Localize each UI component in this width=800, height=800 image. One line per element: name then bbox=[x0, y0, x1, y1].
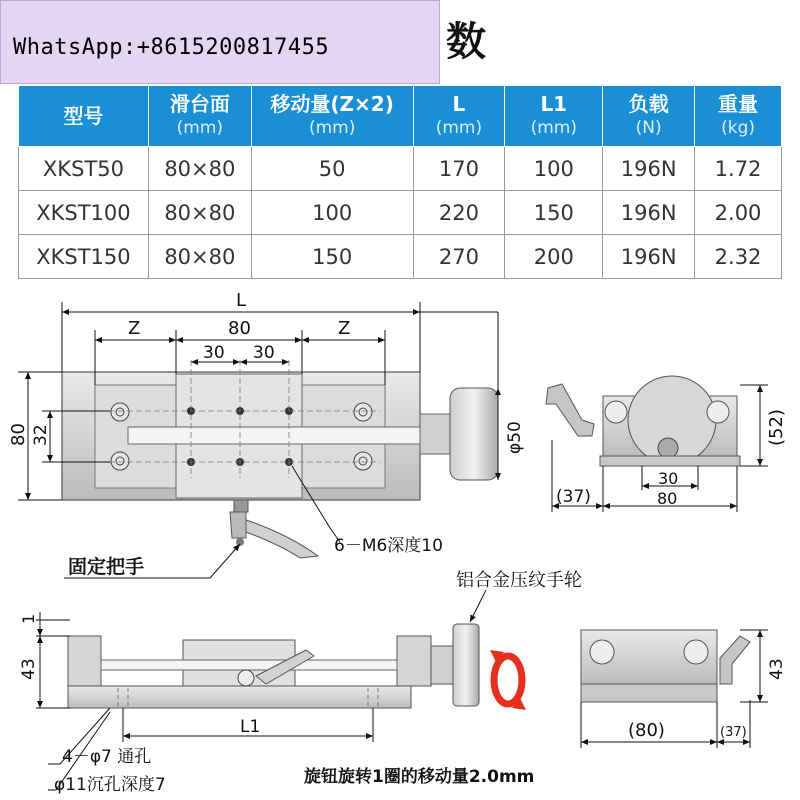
dim-80-end-label: 80 bbox=[657, 489, 678, 508]
header-l: L (mm) bbox=[413, 86, 505, 147]
lead-screw bbox=[128, 427, 428, 444]
dim-l1-label: L1 bbox=[240, 717, 261, 737]
clamp-handle-icon bbox=[230, 500, 318, 558]
table-cell: 150 bbox=[505, 191, 603, 235]
side-view bbox=[68, 624, 479, 708]
header-load: 负载 (N) bbox=[603, 86, 695, 147]
travel-per-turn-label: 旋钮旋转1圈的移动量2.0mm bbox=[304, 767, 535, 787]
table-cell: XKST150 bbox=[19, 235, 149, 279]
right-clamp-icon bbox=[720, 636, 750, 684]
table-cell: 270 bbox=[413, 235, 505, 279]
header-model: 型号 bbox=[19, 86, 149, 147]
right-side-view bbox=[581, 630, 750, 702]
dim-l-label: L bbox=[236, 290, 247, 311]
m6-holes-label: 6－M6深度10 bbox=[334, 536, 443, 556]
table-cell: XKST50 bbox=[19, 147, 149, 191]
table-cell: 220 bbox=[413, 191, 505, 235]
dim-43-left-label: 43 bbox=[19, 658, 39, 680]
dim-30-a-label: 30 bbox=[203, 343, 225, 363]
table-cell: 80×80 bbox=[148, 147, 251, 191]
table-cell: 1.72 bbox=[695, 147, 782, 191]
dim-z-right-label: Z bbox=[338, 318, 351, 339]
table-cell: 150 bbox=[251, 235, 413, 279]
table-cell: XKST100 bbox=[19, 191, 149, 235]
table-cell: 2.00 bbox=[695, 191, 782, 235]
end-view bbox=[546, 376, 740, 466]
counterbore-label: φ11沉孔深度7 bbox=[54, 775, 166, 795]
handwheel-label: 铝合金压纹手轮 bbox=[456, 570, 582, 591]
dim-1-label: 1 bbox=[19, 613, 38, 624]
side-handwheel bbox=[453, 624, 479, 706]
table-cell: 80×80 bbox=[148, 235, 251, 279]
table-cell: 80×80 bbox=[148, 191, 251, 235]
table-cell: 2.32 bbox=[695, 235, 782, 279]
header-l1: L1 (mm) bbox=[505, 86, 603, 147]
table-cell: 196N bbox=[603, 147, 695, 191]
header-weight: 重量 (kg) bbox=[695, 86, 782, 147]
clamp-handle-label: 固定把手 bbox=[68, 556, 145, 578]
dim-30-end-label: 30 bbox=[658, 469, 679, 488]
rotation-arrow-icon bbox=[490, 650, 526, 710]
dim-43-right-label: 43 bbox=[767, 658, 787, 680]
dim-32-label: 32 bbox=[31, 424, 51, 446]
table-cell: 196N bbox=[603, 191, 695, 235]
end-clamp-icon bbox=[546, 384, 594, 436]
header-travel: 移动量(Z×2) (mm) bbox=[251, 86, 413, 147]
dim-30-b-label: 30 bbox=[253, 343, 275, 363]
dim-80-left-label: 80 bbox=[8, 423, 29, 446]
table-cell: 200 bbox=[505, 235, 603, 279]
through-holes-label: 4－φ7 通孔 bbox=[62, 747, 152, 767]
top-view bbox=[62, 360, 498, 558]
table-cell: 170 bbox=[413, 147, 505, 191]
dim-80-side-label: (80) bbox=[628, 720, 665, 741]
side-base bbox=[68, 686, 411, 708]
handwheel-topview bbox=[450, 388, 498, 480]
dim-phi50-label: φ50 bbox=[505, 421, 525, 454]
bearing-block bbox=[420, 414, 450, 454]
table-cell: 50 bbox=[251, 147, 413, 191]
table-cell: 196N bbox=[603, 235, 695, 279]
whatsapp-contact-text: WhatsApp:+8615200817455 bbox=[13, 35, 330, 60]
dim-z-left-label: Z bbox=[128, 318, 141, 339]
dim-37-end-label: (37) bbox=[556, 487, 591, 507]
table-cell: 100 bbox=[251, 191, 413, 235]
header-table-surface: 滑台面 (mm) bbox=[148, 86, 251, 147]
dim-37-side-label: (37) bbox=[720, 725, 747, 740]
dim-52-label: (52) bbox=[766, 409, 787, 446]
table-cell: 100 bbox=[505, 147, 603, 191]
dim-80-top-label: 80 bbox=[228, 318, 251, 339]
page-title-fragment: 数 bbox=[446, 19, 486, 65]
